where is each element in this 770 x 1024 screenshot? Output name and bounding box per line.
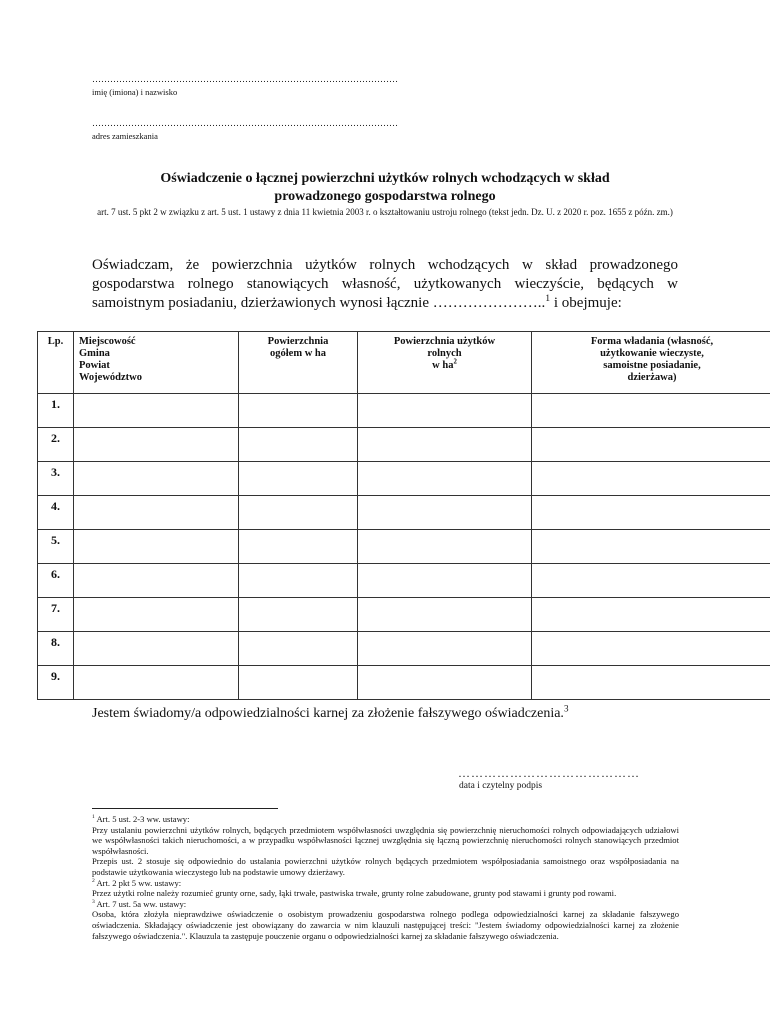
row-number: 1. xyxy=(51,397,60,411)
footnote-item xyxy=(92,878,679,889)
footnote-number: 1 xyxy=(92,814,95,821)
row-number: 4. xyxy=(51,499,60,513)
footnote-text: Osoba, która złożyła nieprawdziwe oświadczenie o osobistym prowadzeniu gospodarstwa rolnego podlega odpowiedzialności karnej za składanie fałszywego oświadczenia. Składający oświadczenie jest obowiązany do zawarcia w nim klauzuli następującej treści: "Jestem świadomy odpowiedzialności karnej za złożenie fałszywego oświadczenia.". Klauzula ta zastępuje pouczenie organu o odpowiedzialności karnej za składanie fałszywego oświadczenia. xyxy=(92,909,679,941)
footnote-text: Art. 5 ust. 2-3 ww. ustawy: xyxy=(94,814,190,824)
row-number: 8. xyxy=(51,635,60,649)
cell-location[interactable] xyxy=(74,564,239,598)
footnotes xyxy=(92,814,679,941)
cell-ag-area[interactable] xyxy=(358,462,532,496)
intro-paragraph xyxy=(92,256,678,313)
cell-ownership[interactable] xyxy=(532,666,770,700)
liability-statement-text: Jestem świadomy/a odpowiedzialności karnej za złożenie fałszywego oświadczenia. xyxy=(92,706,564,721)
footnote-number: 2 xyxy=(92,877,95,884)
cell-location[interactable] xyxy=(74,462,239,496)
cell-ownership[interactable] xyxy=(532,598,770,632)
row-number: 3. xyxy=(51,465,60,479)
cell-total-area[interactable] xyxy=(239,632,358,666)
header-location-line: Województwo xyxy=(79,372,142,383)
header-ag-area xyxy=(358,332,532,394)
header-ownership-text: Forma władania (własność, użytkowanie wieczyste, samoistne posiadanie, dzierżawa) xyxy=(590,336,714,383)
cell-ownership[interactable] xyxy=(532,428,770,462)
title-line-1: Oświadczenie o łącznej powierzchni użytków rolnych wchodzących w skład xyxy=(160,171,610,186)
header-total-area-text: Powierzchnia ogółem w ha xyxy=(267,336,329,359)
table-row xyxy=(38,598,770,632)
table-row xyxy=(38,632,770,666)
cell-ownership[interactable] xyxy=(532,632,770,666)
footnote-text: Art. 2 pkt 5 ww. ustawy: xyxy=(94,877,182,888)
cell-location[interactable] xyxy=(74,496,239,530)
signature-dots-line[interactable]: …………………………………… xyxy=(458,766,640,780)
row-number: 2. xyxy=(51,431,60,445)
cell-ownership[interactable] xyxy=(532,564,770,598)
table-row xyxy=(38,428,770,462)
cell-total-area[interactable] xyxy=(239,462,358,496)
table-header-row xyxy=(38,332,770,394)
header-location-line: Powiat xyxy=(79,360,110,371)
table-row xyxy=(38,564,770,598)
header-location-line: Miejscowość xyxy=(79,336,136,347)
cell-total-area[interactable] xyxy=(239,394,358,428)
cell-ownership[interactable] xyxy=(532,394,770,428)
footnote-item xyxy=(92,899,679,910)
header-ag-area-text: Powierzchnia użytków rolnych xyxy=(393,336,496,359)
table-row xyxy=(38,530,770,564)
footnote-separator xyxy=(92,808,278,809)
intro-end: i obejmuje: xyxy=(550,295,622,311)
footnote-item xyxy=(92,856,679,877)
name-label: imię (imiona) i nazwisko xyxy=(92,87,178,97)
cell-ownership[interactable] xyxy=(532,496,770,530)
cell-ag-area[interactable] xyxy=(358,530,532,564)
cell-total-area[interactable] xyxy=(239,598,358,632)
liability-statement xyxy=(92,703,569,722)
table-row xyxy=(38,666,770,700)
document-title xyxy=(60,170,710,206)
cell-location[interactable] xyxy=(74,632,239,666)
cell-location[interactable] xyxy=(74,428,239,462)
intro-text: Oświadczam, że powierzchnia użytków rolnych wchodzących w skład prowadzonego gospodarstwa rolnego stanowiących własność, użytkowanych wieczyście, będących w samoistnym posiadaniu, dzierżawionych wynosi łącznie ………………….. xyxy=(92,257,678,311)
intro-footnote-ref: 1 xyxy=(545,293,551,304)
legal-basis: art. 7 ust. 5 pkt 2 w związku z art. 5 ust. 1 ustawy z dnia 11 kwietnia 2003 r. o kształtowaniu ustroju rolnego (tekst jedn. Dz. U. z 2020 r. poz. 1655 z późn. zm.) xyxy=(97,207,673,217)
footnote-number: 3 xyxy=(92,898,95,905)
footnote-item xyxy=(92,825,679,857)
table-row xyxy=(38,394,770,428)
row-number: 7. xyxy=(51,601,60,615)
header-ag-area-unit-line xyxy=(358,360,531,372)
footnote-item xyxy=(92,888,679,899)
table-row xyxy=(38,462,770,496)
cell-ag-area[interactable] xyxy=(358,496,532,530)
footnote-item xyxy=(92,814,679,825)
row-number: 5. xyxy=(51,533,60,547)
header-ag-area-sup: 2 xyxy=(453,358,457,366)
header-lp: Lp. xyxy=(38,332,74,394)
footnote-text: Przepis ust. 2 stosuje się odpowiednio do ustalania powierzchni użytków rolnych będących przedmiotem współposiadania samoistnego oraz współposiadania na podstawie użytkowania wieczystego lub na podstawie umowy dzierżawy. xyxy=(92,856,679,877)
header-total-area xyxy=(239,332,358,394)
cell-ag-area[interactable] xyxy=(358,394,532,428)
header-ag-area-unit: w ha xyxy=(432,360,454,371)
cell-total-area[interactable] xyxy=(239,530,358,564)
parcels-table xyxy=(37,331,770,700)
cell-total-area[interactable] xyxy=(239,564,358,598)
header-location-line: Gmina xyxy=(79,348,110,359)
liability-footnote-ref: 3 xyxy=(563,703,569,714)
header-location xyxy=(74,332,239,394)
cell-total-area[interactable] xyxy=(239,496,358,530)
footnote-item xyxy=(92,909,679,941)
cell-ownership[interactable] xyxy=(532,530,770,564)
table-row xyxy=(38,496,770,530)
footnote-text: Przy ustalaniu powierzchni użytków rolnych, będących przedmiotem współwłasności uwzględnia się powierzchnię nieruchomości rolnych odpowiadających udziałowi we współwłasności takich nieruchomości, a w przypadku współwłasności łącznej uwzględnia się łączną powierzchnię nieruchomości rolnych stanowiących przedmiot współwłasności. xyxy=(92,824,679,856)
cell-ag-area[interactable] xyxy=(358,632,532,666)
cell-ag-area[interactable] xyxy=(358,598,532,632)
cell-location[interactable] xyxy=(74,598,239,632)
cell-ag-area[interactable] xyxy=(358,564,532,598)
name-dots-line[interactable]: ………………………………………………………………………………………… xyxy=(92,74,398,84)
header-ownership xyxy=(532,332,770,394)
cell-total-area[interactable] xyxy=(239,666,358,700)
cell-location[interactable] xyxy=(74,666,239,700)
row-number: 6. xyxy=(51,567,60,581)
cell-total-area[interactable] xyxy=(239,428,358,462)
cell-ag-area[interactable] xyxy=(358,428,532,462)
address-dots-line[interactable]: ………………………………………………………………………………………… xyxy=(92,118,398,128)
title-line-2: prowadzonego gospodarstwa rolnego xyxy=(274,189,496,204)
row-number: 9. xyxy=(51,669,60,683)
cell-ownership[interactable] xyxy=(532,462,770,496)
footnote-text: Przez użytki rolne należy rozumieć grunty orne, sady, łąki trwałe, pastwiska trwałe, grunty rolne zabudowane, grunty pod stawami i grunty pod rowami. xyxy=(92,888,617,899)
cell-location[interactable] xyxy=(74,394,239,428)
footnote-text: Art. 7 ust. 5a ww. ustawy: xyxy=(94,898,187,909)
address-label: adres zamieszkania xyxy=(92,131,158,141)
cell-ag-area[interactable] xyxy=(358,666,532,700)
signature-label: data i czytelny podpis xyxy=(459,781,543,791)
cell-location[interactable] xyxy=(74,530,239,564)
